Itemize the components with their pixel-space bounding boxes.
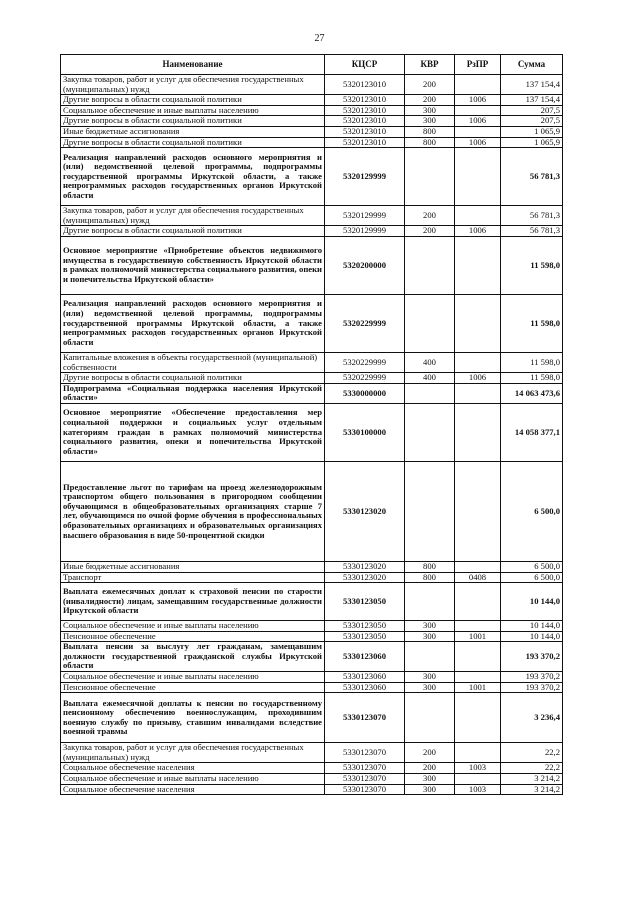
header-name: Наименование (61, 55, 325, 75)
cell-rzpr (455, 206, 501, 226)
cell-rzpr: 1003 (455, 784, 501, 795)
cell-sum: 193 370,2 (501, 642, 563, 672)
cell-kcsr: 5320229999 (325, 294, 405, 352)
cell-kcsr: 5320129999 (325, 226, 405, 237)
table-row (61, 294, 563, 352)
cell-kcsr: 5330123070 (325, 774, 405, 785)
cell-name: Выплата ежемесячной доплаты к пенсии по государственному пенсионному обеспечению военнослужащим, проходившим военную службу по призыву, ставшим инвалидами вследствие военной травмы (61, 693, 325, 743)
table-row (61, 116, 563, 127)
cell-name: Выплата ежемесячных доплат к страховой пенсии по старости (инвалидности) лицам, замещавшим государственные должности Иркутской области (61, 583, 325, 621)
cell-rzpr (455, 693, 501, 743)
cell-kcsr: 5320123010 (325, 126, 405, 137)
cell-name: Закупка товаров, работ и услуг для обеспечения государственных (муниципальных) нужд (61, 206, 325, 226)
cell-rzpr: 1006 (455, 226, 501, 237)
cell-kvr (405, 693, 455, 743)
cell-rzpr (455, 148, 501, 206)
cell-name: Социальное обеспечение населения (61, 763, 325, 774)
cell-kvr: 300 (405, 774, 455, 785)
cell-rzpr: 1001 (455, 631, 501, 642)
cell-kvr: 300 (405, 682, 455, 693)
cell-rzpr (455, 105, 501, 116)
budget-table (60, 54, 563, 795)
cell-sum: 6 500,0 (501, 461, 563, 561)
table-row (61, 105, 563, 116)
cell-sum: 22,2 (501, 743, 563, 763)
cell-sum: 193 370,2 (501, 672, 563, 683)
table-row (61, 206, 563, 226)
header-sum: Сумма (501, 55, 563, 75)
table-row (61, 621, 563, 632)
cell-kcsr: 5330123020 (325, 572, 405, 583)
cell-name: Другие вопросы в области социальной политики (61, 137, 325, 148)
cell-rzpr (455, 743, 501, 763)
cell-name: Реализация направлений расходов основного мероприятия и (или) ведомственной целевой программы, подпрограммы государственной программы Иркутской области, а также непрограммных расходов государственных органов Иркутской области (61, 294, 325, 352)
cell-name: Транспорт (61, 572, 325, 583)
cell-rzpr (455, 561, 501, 572)
table-row (61, 682, 563, 693)
cell-name: Социальное обеспечение и иные выплаты населению (61, 774, 325, 785)
cell-rzpr: 0408 (455, 572, 501, 583)
cell-sum: 207,5 (501, 105, 563, 116)
table-row (61, 743, 563, 763)
cell-kvr (405, 148, 455, 206)
cell-kvr: 200 (405, 95, 455, 106)
cell-sum: 11 598,0 (501, 352, 563, 372)
cell-kvr: 300 (405, 105, 455, 116)
cell-rzpr (455, 352, 501, 372)
table-row (61, 373, 563, 384)
cell-kcsr: 5320123010 (325, 137, 405, 148)
table-row (61, 561, 563, 572)
cell-rzpr (455, 126, 501, 137)
cell-kcsr: 5330123070 (325, 763, 405, 774)
cell-sum: 207,5 (501, 116, 563, 127)
cell-sum: 3 214,2 (501, 774, 563, 785)
cell-name: Другие вопросы в области социальной политики (61, 95, 325, 106)
cell-kvr: 200 (405, 743, 455, 763)
cell-kcsr: 5320229999 (325, 373, 405, 384)
page-number: 27 (314, 33, 325, 44)
cell-kcsr: 5330123070 (325, 784, 405, 795)
cell-sum: 14 063 473,6 (501, 383, 563, 403)
cell-kcsr: 5330123050 (325, 583, 405, 621)
cell-kcsr: 5330123060 (325, 672, 405, 683)
cell-sum: 6 500,0 (501, 572, 563, 583)
cell-rzpr (455, 583, 501, 621)
table-row (61, 774, 563, 785)
cell-rzpr (455, 461, 501, 561)
cell-kcsr: 5330100000 (325, 403, 405, 461)
cell-kvr: 200 (405, 206, 455, 226)
cell-kvr: 400 (405, 352, 455, 372)
cell-name: Пенсионное обеспечение (61, 631, 325, 642)
header-kcsr: КЦСР (325, 55, 405, 75)
cell-sum: 56 781,3 (501, 206, 563, 226)
table-row (61, 148, 563, 206)
cell-kvr (405, 236, 455, 294)
table-row (61, 236, 563, 294)
table-row (61, 461, 563, 561)
cell-name: Социальное обеспечение населения (61, 784, 325, 795)
cell-kvr (405, 294, 455, 352)
cell-kcsr: 5330123060 (325, 642, 405, 672)
table-row (61, 137, 563, 148)
table-body (61, 75, 563, 795)
cell-kcsr: 5320200000 (325, 236, 405, 294)
table-row (61, 642, 563, 672)
cell-sum: 11 598,0 (501, 236, 563, 294)
cell-kvr: 200 (405, 226, 455, 237)
cell-rzpr (455, 672, 501, 683)
table-row (61, 763, 563, 774)
cell-rzpr: 1006 (455, 116, 501, 127)
cell-sum: 137 154,4 (501, 75, 563, 95)
cell-kvr: 800 (405, 572, 455, 583)
cell-kcsr: 5330000000 (325, 383, 405, 403)
cell-sum: 14 058 377,1 (501, 403, 563, 461)
cell-sum: 11 598,0 (501, 373, 563, 384)
cell-kvr: 300 (405, 784, 455, 795)
cell-name: Выплата пенсии за выслугу лет гражданам, замещавшим должности государственной гражданской службы Иркутской области (61, 642, 325, 672)
cell-name: Закупка товаров, работ и услуг для обеспечения государственных (муниципальных) нужд (61, 75, 325, 95)
cell-kvr (405, 403, 455, 461)
cell-sum: 3 236,4 (501, 693, 563, 743)
cell-rzpr (455, 774, 501, 785)
cell-sum: 1 065,9 (501, 126, 563, 137)
cell-name: Другие вопросы в области социальной политики (61, 116, 325, 127)
cell-name: Основное мероприятие «Обеспечение предоставления мер социальной поддержки и социальных услуг отдельным категориям граждан в рамках полномочий министерства социального развития, опеки и попечительства Иркутской области» (61, 403, 325, 461)
cell-kvr (405, 461, 455, 561)
cell-rzpr (455, 403, 501, 461)
cell-sum: 56 781,3 (501, 226, 563, 237)
cell-kcsr: 5320123010 (325, 116, 405, 127)
cell-kvr: 200 (405, 75, 455, 95)
cell-name: Другие вопросы в области социальной политики (61, 373, 325, 384)
cell-kcsr: 5330123060 (325, 682, 405, 693)
cell-rzpr (455, 236, 501, 294)
cell-rzpr (455, 642, 501, 672)
cell-kvr (405, 583, 455, 621)
cell-name: Другие вопросы в области социальной политики (61, 226, 325, 237)
cell-kcsr: 5320123010 (325, 75, 405, 95)
table-row (61, 784, 563, 795)
cell-kvr: 800 (405, 137, 455, 148)
cell-kvr: 200 (405, 763, 455, 774)
cell-rzpr (455, 75, 501, 95)
table-row (61, 95, 563, 106)
cell-name: Подпрограмма «Социальная поддержка населения Иркутской области» (61, 383, 325, 403)
cell-rzpr: 1006 (455, 137, 501, 148)
cell-sum: 10 144,0 (501, 631, 563, 642)
cell-name: Пенсионное обеспечение (61, 682, 325, 693)
cell-kcsr: 5320129999 (325, 206, 405, 226)
table-row (61, 403, 563, 461)
cell-rzpr: 1001 (455, 682, 501, 693)
cell-kcsr: 5330123070 (325, 693, 405, 743)
cell-rzpr (455, 383, 501, 403)
table-row (61, 631, 563, 642)
cell-kvr: 800 (405, 126, 455, 137)
cell-kcsr: 5330123070 (325, 743, 405, 763)
cell-name: Иные бюджетные ассигнования (61, 561, 325, 572)
cell-rzpr (455, 621, 501, 632)
cell-kcsr: 5330123050 (325, 621, 405, 632)
cell-name: Основное мероприятие «Приобретение объектов недвижимого имущества в государственную собственность Иркутской области в рамках полномочий министерства социального развития, опеки и попечительства Иркутской области» (61, 236, 325, 294)
table-row (61, 572, 563, 583)
cell-sum: 1 065,9 (501, 137, 563, 148)
cell-rzpr: 1006 (455, 95, 501, 106)
cell-kvr: 300 (405, 672, 455, 683)
cell-sum: 193 370,2 (501, 682, 563, 693)
cell-kvr: 800 (405, 561, 455, 572)
cell-kvr: 400 (405, 373, 455, 384)
cell-name: Иные бюджетные ассигнования (61, 126, 325, 137)
cell-kcsr: 5330123050 (325, 631, 405, 642)
table-row (61, 383, 563, 403)
header-kvr: КВР (405, 55, 455, 75)
cell-name: Капитальные вложения в объекты государственной (муниципальной) собственности (61, 352, 325, 372)
header-rzpr: РзПР (455, 55, 501, 75)
cell-sum: 11 598,0 (501, 294, 563, 352)
cell-kvr: 300 (405, 631, 455, 642)
cell-kcsr: 5320229999 (325, 352, 405, 372)
cell-sum: 3 214,2 (501, 784, 563, 795)
cell-sum: 6 500,0 (501, 561, 563, 572)
cell-kvr: 300 (405, 621, 455, 632)
cell-kcsr: 5320123010 (325, 105, 405, 116)
table-row (61, 226, 563, 237)
cell-kvr (405, 383, 455, 403)
cell-kvr (405, 642, 455, 672)
cell-kcsr: 5320129999 (325, 148, 405, 206)
cell-rzpr (455, 294, 501, 352)
cell-name: Реализация направлений расходов основного мероприятия и (или) ведомственной целевой программы, подпрограммы государственной программы Иркутской области, а также непрограммных расходов государственных органов Иркутской области (61, 148, 325, 206)
cell-name: Социальное обеспечение и иные выплаты населению (61, 105, 325, 116)
cell-rzpr: 1003 (455, 763, 501, 774)
cell-sum: 137 154,4 (501, 95, 563, 106)
cell-name: Предоставление льгот по тарифам на проезд железнодорожным транспортом общего пользования в пригородном сообщении обучающимся в общеобразовательных организациях старше 7 лет, обучающимся по очной форме обучения в профессиональных образовательных организациях и образовательных организациях высшего образования в виде 50-процентной скидки (61, 461, 325, 561)
cell-kvr: 300 (405, 116, 455, 127)
table-row (61, 672, 563, 683)
cell-sum: 10 144,0 (501, 583, 563, 621)
cell-name: Социальное обеспечение и иные выплаты населению (61, 621, 325, 632)
table-row (61, 583, 563, 621)
cell-kcsr: 5320123010 (325, 95, 405, 106)
table-row (61, 75, 563, 95)
cell-kcsr: 5330123020 (325, 561, 405, 572)
cell-sum: 56 781,3 (501, 148, 563, 206)
table-row (61, 352, 563, 372)
cell-kcsr: 5330123020 (325, 461, 405, 561)
cell-name: Закупка товаров, работ и услуг для обеспечения государственных (муниципальных) нужд (61, 743, 325, 763)
cell-sum: 22,2 (501, 763, 563, 774)
table-row (61, 693, 563, 743)
cell-rzpr: 1006 (455, 373, 501, 384)
cell-name: Социальное обеспечение и иные выплаты населению (61, 672, 325, 683)
cell-sum: 10 144,0 (501, 621, 563, 632)
table-row (61, 126, 563, 137)
table-header-row (61, 55, 563, 75)
